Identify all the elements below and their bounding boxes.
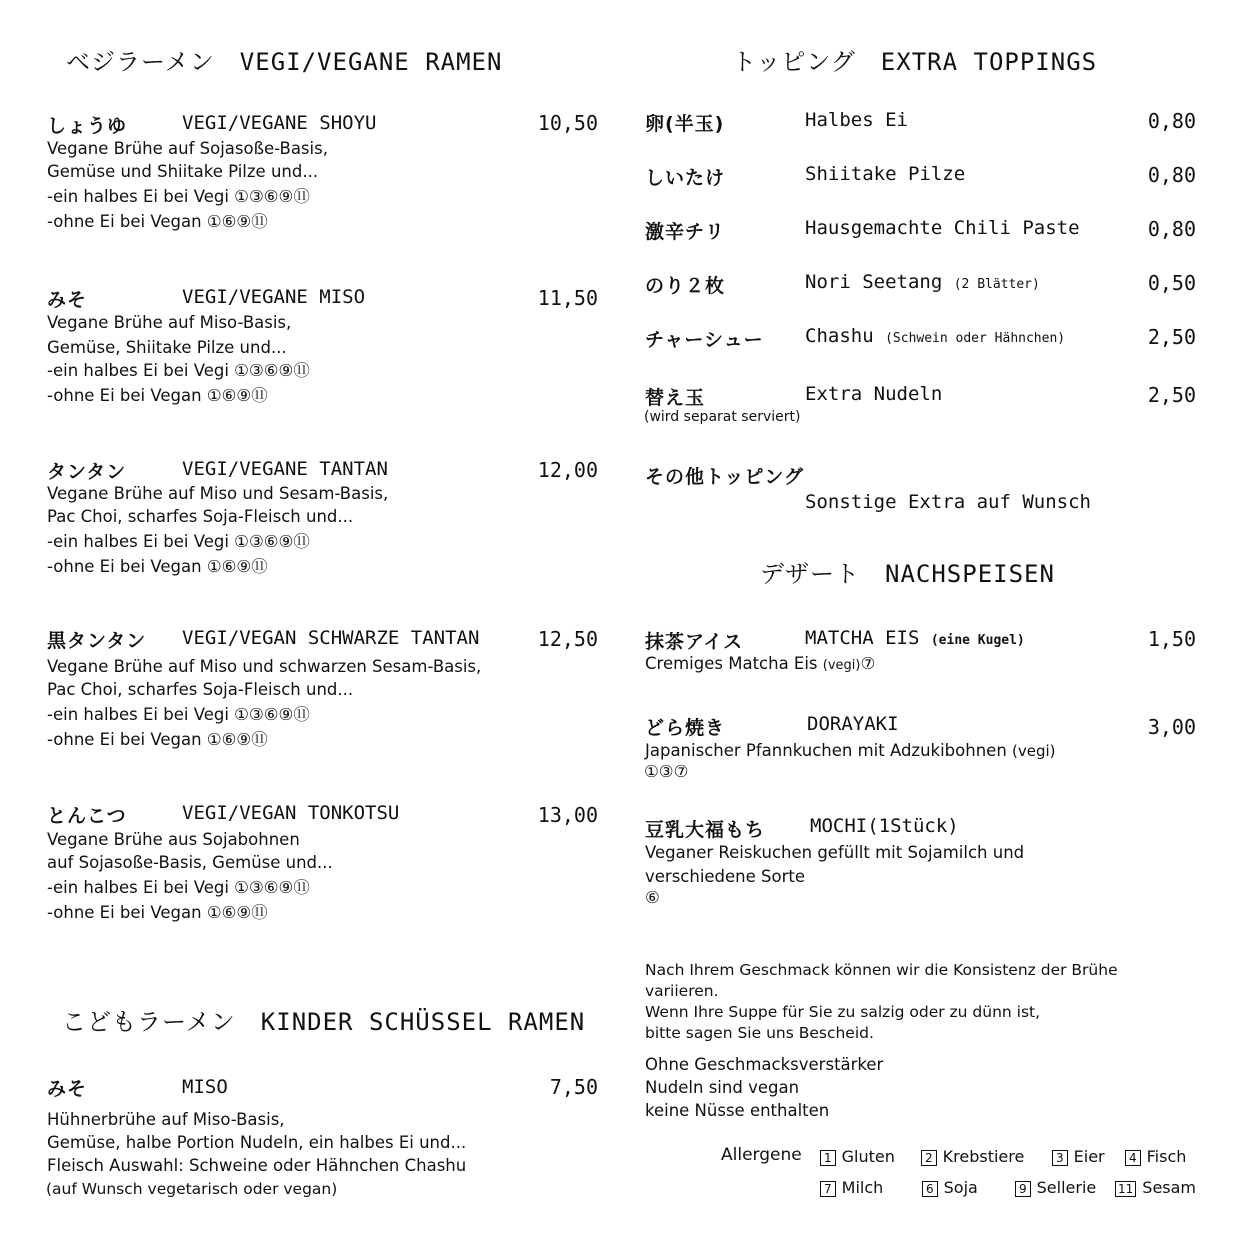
item-desc-1: Vegane Brühe auf Miso und Sesam-Basis, <box>47 484 389 503</box>
item-title: VEGI/VEGANE MISO <box>182 286 366 308</box>
item-price: 12,50 <box>537 627 598 651</box>
topping-note: (2 Blätter) <box>953 277 1040 292</box>
item-desc-1: Vegane Brühe auf Miso-Basis, <box>47 313 292 332</box>
topping-price: 0,80 <box>1147 163 1196 187</box>
item-jp-name: 黒タンタン <box>47 630 147 652</box>
topping-jp: 激辛チリ <box>645 221 726 243</box>
item-price: 10,50 <box>537 111 598 135</box>
item-desc-2: Pac Choi, scharfes Soja-Fleisch und... <box>47 680 354 699</box>
topping-price: 0,80 <box>1147 109 1196 133</box>
dessert-price: 1,50 <box>1147 627 1196 651</box>
item-price: 12,00 <box>537 458 598 482</box>
toppings-heading: トッピング EXTRA TOPPINGS <box>732 48 1098 76</box>
topping-note: (wird separat serviert) <box>644 409 801 425</box>
item-jp-name: しょうゆ <box>47 115 128 137</box>
item-title: VEGI/VEGAN SCHWARZE TANTAN <box>182 627 480 649</box>
topping-jp: しいたけ <box>645 167 726 189</box>
ramen-heading: ベジラーメン VEGI/VEGANE RAMEN <box>66 48 503 76</box>
allergen-soja: 6 Soja <box>922 1178 978 1197</box>
item-jp-name: とんこつ <box>47 805 127 827</box>
topping-name: Hausgemachte Chili Paste <box>805 217 1080 239</box>
item-desc-1: Vegane Brühe auf Sojasoße-Basis, <box>47 139 328 158</box>
dessert-jp: どら焼き <box>645 717 726 739</box>
item-vegan-option: -ohne Ei bei Vegan ①⑥⑨⑪ <box>47 557 268 576</box>
dessert-title: MOCHI(1Stück) <box>810 815 959 837</box>
item-vegan-option: -ohne Ei bei Vegan ①⑥⑨⑪ <box>47 730 268 749</box>
topping-price: 2,50 <box>1147 325 1196 349</box>
topping-jp: 替え玉 <box>645 387 706 409</box>
allergen-milch: 7 Milch <box>820 1178 883 1197</box>
item-vegi-option: -ein halbes Ei bei Vegi ①③⑥⑨⑪ <box>47 187 310 206</box>
topping-jp: のり２枚 <box>645 275 726 297</box>
broth-note-4: bitte sagen Sie uns Bescheid. <box>645 1024 874 1042</box>
item-vegi-option: -ein halbes Ei bei Vegi ①③⑥⑨⑪ <box>47 532 310 551</box>
dessert-jp: 豆乳大福もち <box>645 819 766 841</box>
topping-price: 0,80 <box>1147 217 1196 241</box>
topping-name: Halbes Ei <box>805 109 908 131</box>
dessert-title: DORAYAKI <box>807 713 899 735</box>
item-jp-name: みそ <box>47 1078 88 1100</box>
topping-jp: 卵(半玉) <box>645 113 725 135</box>
dessert-desc: Japanischer Pfannkuchen mit Adzukibohnen (vegi) <box>645 741 1056 760</box>
kids-heading: こどもラーメン KINDER SCHÜSSEL RAMEN <box>62 1008 586 1036</box>
topping-price: 2,50 <box>1147 383 1196 407</box>
item-vegan-option: -ohne Ei bei Vegan ①⑥⑨⑪ <box>47 386 268 405</box>
item-price: 11,50 <box>537 286 598 310</box>
item-price: 7,50 <box>549 1075 598 1099</box>
item-vegi-option: -ein halbes Ei bei Vegi ①③⑥⑨⑪ <box>47 878 310 897</box>
item-jp-name: みそ <box>47 289 88 311</box>
info-line-3: keine Nüsse enthalten <box>645 1101 830 1120</box>
item-desc-2: Pac Choi, scharfes Soja-Fleisch und... <box>47 507 354 526</box>
item-title: MISO <box>182 1076 228 1098</box>
topping-price: 0,50 <box>1147 271 1196 295</box>
broth-note-1: Nach Ihrem Geschmack können wir die Konsistenz der Brühe <box>645 961 1118 979</box>
dessert-heading: デザート NACHSPEISEN <box>760 560 1055 588</box>
allergen-gluten: 1 Gluten <box>820 1147 895 1166</box>
item-vegan-option: -ohne Ei bei Vegan ①⑥⑨⑪ <box>47 903 268 922</box>
broth-note-3: Wenn Ihre Suppe für Sie zu salzig oder zu dünn ist, <box>645 1003 1041 1021</box>
item-desc-2: Gemüse, Shiitake Pilze und... <box>47 338 287 357</box>
item-price: 13,00 <box>537 803 598 827</box>
item-desc-1: Vegane Brühe auf Miso und schwarzen Sesam-Basis, <box>47 657 482 676</box>
other-toppings-jp: その他トッピング <box>645 466 805 488</box>
dessert-desc: Cremiges Matcha Eis (vegi)⑦ <box>645 654 876 673</box>
dessert-note: (eine Kugel) <box>930 633 1025 648</box>
dessert-price: 3,00 <box>1147 715 1196 739</box>
item-desc-2: Gemüse, halbe Portion Nudeln, ein halbes Ei und... <box>47 1133 467 1152</box>
item-jp-name: タンタン <box>47 461 127 483</box>
dessert-jp: 抹茶アイス <box>645 631 744 653</box>
item-desc-3: Fleisch Auswahl: Schweine oder Hähnchen Chashu <box>47 1156 467 1175</box>
allergen-krebstiere: 2 Krebstiere <box>921 1147 1024 1166</box>
topping-name: Chashu (Schwein oder Hähnchen) <box>805 325 1066 347</box>
allergen-sellerie: 9 Sellerie <box>1015 1178 1096 1197</box>
topping-note: (Schwein oder Hähnchen) <box>885 331 1066 346</box>
item-title: VEGI/VEGANE SHOYU <box>182 112 377 134</box>
dessert-desc-2: verschiedene Sorte <box>645 867 806 886</box>
item-vegan-option: -ohne Ei bei Vegan ①⑥⑨⑪ <box>47 212 268 231</box>
allergen-fisch: 4 Fisch <box>1125 1147 1186 1166</box>
dessert-title: MATCHA EIS (eine Kugel) <box>805 627 1025 649</box>
item-desc-2: Gemüse und Shiitake Pilze und... <box>47 162 319 181</box>
item-title: VEGI/VEGAN TONKOTSU <box>182 802 400 824</box>
dessert-allergens: ⑥ <box>645 888 660 907</box>
item-vegi-option: -ein halbes Ei bei Vegi ①③⑥⑨⑪ <box>47 705 310 724</box>
item-title: VEGI/VEGANE TANTAN <box>182 458 388 480</box>
item-desc-1: Vegane Brühe aus Sojabohnen <box>47 830 300 849</box>
info-line-1: Ohne Geschmacksverstärker <box>645 1055 884 1074</box>
allergen-label: Allergene <box>721 1145 802 1165</box>
other-toppings-label: Sonstige Extra auf Wunsch <box>805 491 1091 513</box>
item-desc-1: Hühnerbrühe auf Miso-Basis, <box>47 1110 285 1129</box>
topping-name: Extra Nudeln <box>805 383 943 405</box>
info-line-2: Nudeln sind vegan <box>645 1078 800 1097</box>
allergen-sesam: 11 Sesam <box>1115 1178 1196 1197</box>
broth-note-2: variieren. <box>645 982 719 1000</box>
topping-name: Nori Seetang (2 Blätter) <box>805 271 1040 293</box>
dessert-allergens: ①③⑦ <box>644 762 689 781</box>
allergen-eier: 3 Eier <box>1052 1147 1105 1166</box>
topping-jp: チャーシュー <box>645 329 764 351</box>
dessert-desc-1: Veganer Reiskuchen gefüllt mit Sojamilch und <box>645 843 1025 862</box>
item-vegi-option: -ein halbes Ei bei Vegi ①③⑥⑨⑪ <box>47 361 310 380</box>
item-desc-4: (auf Wunsch vegetarisch oder vegan) <box>46 1180 338 1198</box>
item-desc-2: auf Sojasoße-Basis, Gemüse und... <box>47 853 333 872</box>
topping-name: Shiitake Pilze <box>805 163 966 185</box>
